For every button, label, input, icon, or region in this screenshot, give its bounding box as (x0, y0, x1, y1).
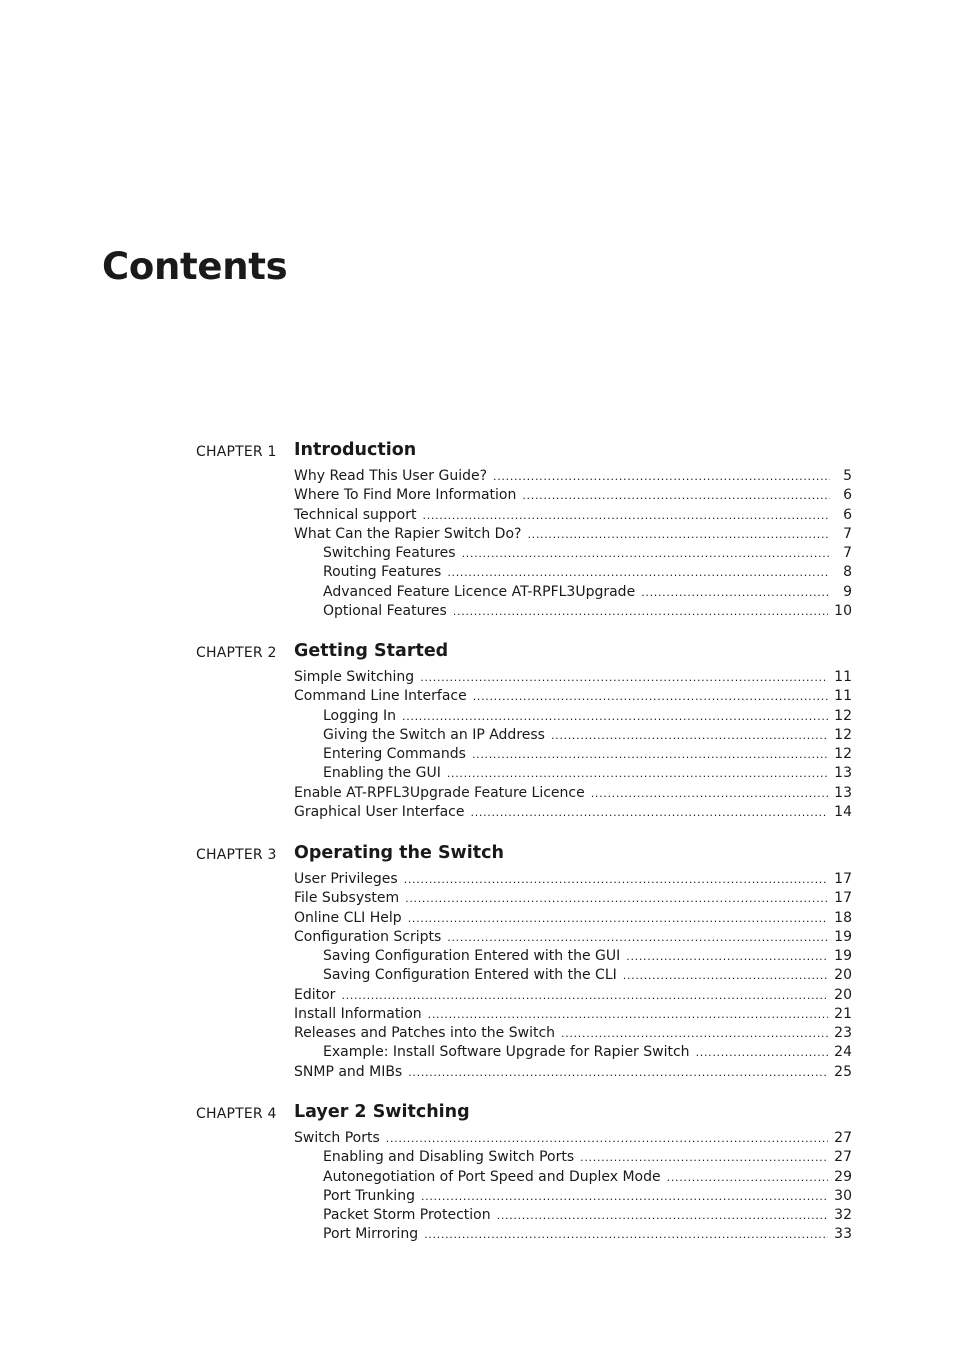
dot-leader (405, 889, 828, 908)
dot-leader (462, 544, 830, 563)
toc-entry-label: Giving the Switch an IP Address (323, 726, 545, 743)
dot-leader (453, 602, 828, 621)
toc-page-number: 19 (834, 928, 852, 945)
toc-subentry[interactable] (294, 1043, 852, 1062)
toc-subentry[interactable] (294, 764, 852, 783)
toc-subentry[interactable] (294, 1206, 852, 1225)
toc-page-number: 33 (834, 1226, 852, 1243)
dot-leader (471, 803, 829, 822)
toc-entry-label: Install Information (294, 1005, 422, 1022)
toc-entry[interactable] (294, 889, 852, 908)
toc-page-number: 6 (843, 487, 852, 504)
toc-entry-label: Autonegotiation of Port Speed and Duplex Mode (323, 1168, 661, 1185)
toc-subentry[interactable] (294, 1225, 852, 1244)
toc-subentry[interactable] (294, 947, 852, 966)
toc-subentry[interactable] (294, 707, 852, 726)
toc-page-number: 7 (843, 525, 852, 542)
toc-subentry[interactable] (294, 544, 852, 563)
dot-leader (493, 467, 830, 486)
dot-leader (473, 687, 828, 706)
toc-page-number: 23 (834, 1025, 852, 1041)
dot-leader (424, 1225, 828, 1244)
toc-page-number: 9 (843, 583, 852, 600)
toc-entry-label: User Privileges (294, 871, 398, 887)
toc-entry[interactable] (294, 486, 852, 505)
toc-entry-label: Switch Ports (294, 1130, 380, 1146)
chapter-label: CHAPTER 4 (196, 1106, 277, 1122)
toc-page-number: 17 (834, 871, 852, 887)
toc-entry-label: Online CLI Help (294, 909, 402, 926)
toc-entry-label: Releases and Patches into the Switch (294, 1025, 556, 1041)
page-title: Contents (102, 245, 288, 288)
toc-entry-label: Enable AT-RPFL3Upgrade Feature Licence (294, 784, 585, 801)
toc-subentry[interactable] (294, 726, 852, 745)
toc-page-number: 12 (834, 746, 852, 762)
toc-entry[interactable] (294, 1005, 852, 1024)
toc-entry-label: Enabling the GUI (323, 765, 441, 782)
toc-entry-label: Switching Features (323, 545, 456, 561)
toc-entry-label: Configuration Scripts (294, 928, 442, 945)
toc-page-number: 13 (834, 765, 852, 782)
toc-page-number: 18 (834, 909, 852, 926)
dot-leader (472, 745, 828, 764)
dot-leader (428, 1005, 829, 1024)
toc-entry[interactable] (294, 467, 852, 486)
toc-entry-label: Where To Find More Information (294, 487, 517, 504)
toc-page-number: 11 (834, 669, 852, 685)
toc-entry-label: Why Read This User Guide? (294, 468, 488, 484)
toc-entry[interactable] (294, 803, 852, 822)
dot-leader (561, 1024, 828, 1043)
chapter-entries (294, 467, 852, 621)
dot-leader (402, 707, 828, 726)
toc-subentry[interactable] (294, 602, 852, 621)
dot-leader (341, 986, 828, 1005)
toc-page-number: 17 (834, 890, 852, 907)
toc-entry-label: Editor (294, 986, 336, 1003)
toc-subentry[interactable] (294, 583, 852, 602)
toc-entry-label: Optional Features (323, 602, 447, 619)
toc-entry[interactable] (294, 668, 852, 687)
toc-entry[interactable] (294, 525, 852, 544)
toc-entry-label: Packet Storm Protection (323, 1207, 491, 1223)
dot-leader (667, 1168, 829, 1187)
dot-leader (641, 583, 830, 602)
toc-subentry[interactable] (294, 1168, 852, 1187)
dot-leader (447, 764, 828, 783)
toc-page-number: 29 (834, 1168, 852, 1185)
toc-entry[interactable] (294, 928, 852, 947)
toc-entry[interactable] (294, 870, 852, 889)
dot-leader (551, 726, 828, 745)
toc-page-number: 27 (834, 1130, 852, 1146)
toc-entry[interactable] (294, 784, 852, 803)
toc-page-number: 30 (834, 1187, 852, 1204)
chapter-label: CHAPTER 1 (196, 444, 277, 460)
chapter-entries (294, 870, 852, 1082)
toc-entry-label: Port Trunking (323, 1187, 415, 1204)
toc-entry-label: Logging In (323, 707, 396, 724)
dot-leader (522, 486, 830, 505)
chapter-entries (294, 1129, 852, 1245)
dot-leader (497, 1206, 829, 1225)
toc-page-number: 13 (834, 784, 852, 801)
chapter-title[interactable]: Getting Started (294, 641, 449, 661)
toc-entry-label: SNMP and MIBs (294, 1063, 403, 1080)
toc-entry-label: Advanced Feature Licence AT-RPFL3Upgrade (323, 583, 636, 600)
toc-page-number: 25 (834, 1063, 852, 1080)
toc-page-number: 27 (834, 1149, 852, 1166)
chapter-entries (294, 668, 852, 822)
toc-entry[interactable] (294, 687, 852, 706)
toc-page-number: 14 (834, 803, 852, 820)
toc-entry-label: Saving Configuration Entered with the CLI (323, 967, 617, 984)
toc-page-number: 12 (834, 726, 852, 743)
toc-entry[interactable] (294, 1063, 852, 1082)
toc-page-number: 5 (843, 468, 852, 484)
toc-entry[interactable] (294, 1129, 852, 1148)
chapter-label: CHAPTER 3 (196, 847, 277, 863)
toc-page-number: 21 (834, 1005, 852, 1022)
toc-page-number: 7 (843, 545, 852, 561)
toc-entry-label: Example: Install Software Upgrade for Rapier Switch (323, 1044, 690, 1061)
toc-subentry[interactable] (294, 1148, 852, 1167)
dot-leader (408, 1063, 828, 1082)
toc-entry-label: Simple Switching (294, 669, 415, 685)
toc-subentry[interactable] (294, 1187, 852, 1206)
toc-page-number: 6 (843, 506, 852, 523)
toc-entry[interactable] (294, 909, 852, 928)
dot-leader (421, 1187, 828, 1206)
toc-page-number: 12 (834, 707, 852, 724)
dot-leader (591, 784, 828, 803)
chapter-title[interactable]: Layer 2 Switching (294, 1102, 470, 1122)
toc-entry[interactable] (294, 986, 852, 1005)
toc-page-number: 20 (834, 967, 852, 984)
toc-entry-label: File Subsystem (294, 890, 400, 907)
dot-leader (580, 1148, 828, 1167)
toc-subentry[interactable] (294, 563, 852, 582)
dot-leader (447, 928, 828, 947)
toc-page-number: 20 (834, 986, 852, 1003)
dot-leader (696, 1043, 829, 1062)
toc-entry-label: What Can the Rapier Switch Do? (294, 525, 522, 542)
toc-entry[interactable] (294, 506, 852, 525)
dot-leader (626, 947, 828, 966)
dot-leader (423, 506, 831, 525)
toc-entry-label: Entering Commands (323, 746, 466, 762)
toc-entry-label: Enabling and Disabling Switch Ports (323, 1149, 575, 1166)
toc-page-number: 19 (834, 948, 852, 964)
chapter-title[interactable]: Introduction (294, 440, 417, 460)
chapter-label: CHAPTER 2 (196, 645, 277, 661)
toc-page-number: 11 (834, 688, 852, 705)
chapter-title[interactable]: Operating the Switch (294, 843, 504, 863)
toc-page-number: 24 (834, 1044, 852, 1061)
toc-entry-label: Graphical User Interface (294, 803, 465, 820)
dot-leader (623, 966, 828, 985)
toc-entry-label: Saving Configuration Entered with the GUI (323, 948, 621, 964)
toc-entry[interactable] (294, 1024, 852, 1043)
dot-leader (420, 668, 828, 687)
toc-page-number: 32 (834, 1207, 852, 1223)
toc-entry-label: Routing Features (323, 564, 442, 581)
dot-leader (386, 1129, 828, 1148)
toc-entry-label: Command Line Interface (294, 688, 467, 705)
dot-leader (408, 909, 828, 928)
toc-subentry[interactable] (294, 745, 852, 764)
toc-subentry[interactable] (294, 966, 852, 985)
toc-entry-label: Technical support (294, 506, 417, 523)
dot-leader (447, 563, 830, 582)
toc-page-number: 8 (843, 564, 852, 581)
toc-page-number: 10 (834, 602, 852, 619)
dot-leader (404, 870, 828, 889)
toc-entry-label: Port Mirroring (323, 1226, 419, 1243)
dot-leader (527, 525, 830, 544)
